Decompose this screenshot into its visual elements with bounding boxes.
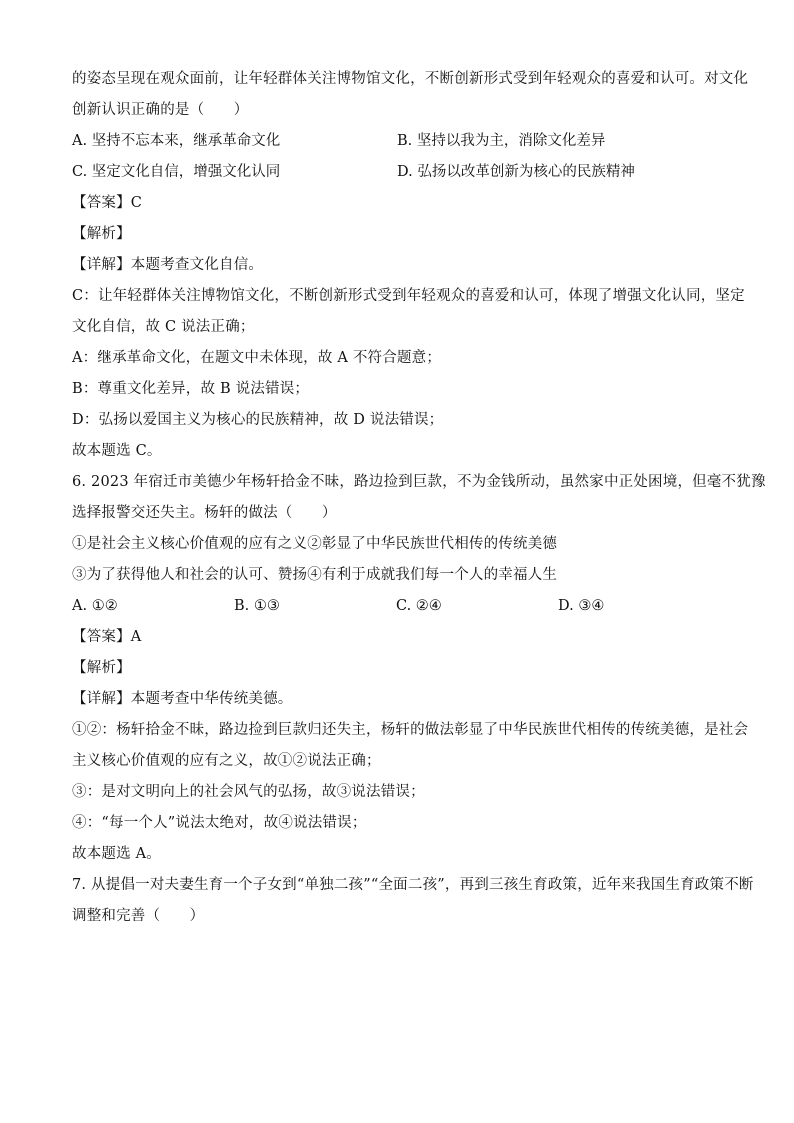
q6-stem-line1: 6. 2023 年宿迁市美德少年杨轩拾金不昧，路边捡到巨款，不为金钱所动，虽然家中正处困境，但毫不犹豫 xyxy=(72,474,766,490)
q6-options-row xyxy=(72,591,722,622)
q7-stem-line2: 调整和完善（ ） xyxy=(72,908,205,924)
q5-explanation-d: D：弘扬以爱国主义为核心的民族精神，故 D 说法错误； xyxy=(72,412,444,428)
q6-conclusion: 故本题选 A。 xyxy=(72,846,161,862)
q5-option-a: A. 坚持不忘本来，继承革命文化 xyxy=(72,133,281,149)
q5-explanation-b: B：尊重文化差异，故 B 说法错误； xyxy=(72,381,310,397)
q5-analysis-label: 【解析】 xyxy=(72,226,131,242)
q6-option-d: D. ③④ xyxy=(558,598,605,614)
q5-options-row2 xyxy=(72,157,722,188)
q6-option-c: C. ②④ xyxy=(396,598,442,614)
document-page xyxy=(72,64,766,932)
q6-analysis-label: 【解析】 xyxy=(72,660,131,676)
q6-explanation-4: ④：“每一个人”说法太绝对，故④说法错误； xyxy=(72,815,367,831)
q5-option-b: B. 坚持以我为主，消除文化差异 xyxy=(397,133,606,149)
q7-stem-line1: 7. 从提倡一对夫妻生育一个子女到“单独二孩”“全面二孩”，再到三孩生育政策，近年来我国生育政策不断 xyxy=(72,877,754,893)
q5-option-d: D. 弘扬以改革创新为核心的民族精神 xyxy=(397,164,635,180)
q5-stem-line1: 的姿态呈现在观众面前，让年轻群体关注博物馆文化，不断创新形式受到年轻观众的喜爱和认可。对文化 xyxy=(72,71,749,87)
q5-detail: 【详解】本题考查文化自信。 xyxy=(72,257,264,273)
q5-conclusion: 故本题选 C。 xyxy=(72,443,162,459)
q6-explanation-12-line2: 主义核心价值观的应有之义，故①②说法正确； xyxy=(72,753,381,769)
q6-items-line1: ①是社会主义核心价值观的应有之义②彰显了中华民族世代相传的传统美德 xyxy=(72,536,558,552)
q6-option-b: B. ①③ xyxy=(234,598,280,614)
q6-stem-line2: 选择报警交还失主。杨轩的做法（ ） xyxy=(72,505,337,521)
q5-explanation-c-line1: C：让年轻群体关注博物馆文化，不断创新形式受到年轻观众的喜爱和认可，体现了增强文化认同，坚定 xyxy=(72,288,745,304)
q5-answer: 【答案】C xyxy=(72,195,143,211)
q6-items-line2: ③为了获得他人和社会的认可、赞扬④有利于成就我们每一个人的幸福人生 xyxy=(72,567,558,583)
q5-option-c: C. 坚定文化自信，增强文化认同 xyxy=(72,164,281,180)
q5-stem-line2: 创新认识正确的是（ ） xyxy=(72,102,249,118)
q6-explanation-12-line1: ①②：杨轩拾金不昧，路边捡到巨款归还失主，杨轩的做法彰显了中华民族世代相传的传统美德，是社会 xyxy=(72,722,749,738)
q6-detail: 【详解】本题考查中华传统美德。 xyxy=(72,691,293,707)
q6-explanation-3: ③：是对文明向上的社会风气的弘扬，故③说法错误； xyxy=(72,784,425,800)
q5-options-row1 xyxy=(72,126,722,157)
q6-option-a: A. ①② xyxy=(72,598,118,614)
q5-explanation-a: A：继承革命文化，在题文中未体现，故 A 不符合题意； xyxy=(72,350,442,366)
q6-answer: 【答案】A xyxy=(72,629,142,645)
q5-explanation-c-line2: 文化自信，故 C 说法正确； xyxy=(72,319,255,335)
